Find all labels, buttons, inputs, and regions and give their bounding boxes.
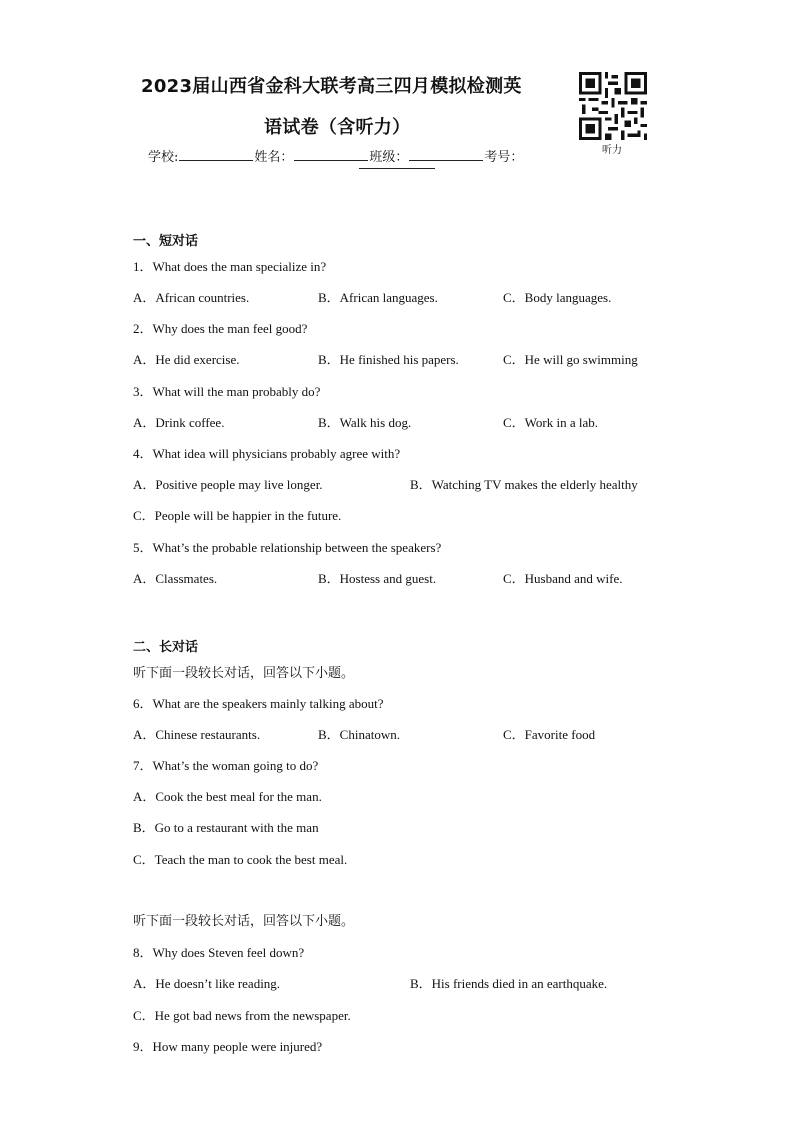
section-2-heading: 二、长对话 (133, 640, 199, 655)
long-dialogue-instruction-2: 听下面一段较长对话，回答以下小题。 (133, 914, 355, 929)
question-5-stem: 5．What’s the probable relationship between the speakers? (133, 540, 442, 555)
question-6-option-b: B．Chinatown. (318, 727, 400, 742)
question-7-option-c: C．Teach the man to cook the best meal. (133, 852, 348, 867)
school-label: 学校: (148, 150, 179, 165)
question-6-option-a: A．Chinese restaurants. (133, 727, 261, 742)
question-2-option-c: C．He will go swimming (503, 352, 638, 367)
question-5-option-a: A．Classmates. (133, 571, 218, 586)
question-4-option-b: B．Watching TV makes the elderly healthy (410, 477, 638, 492)
question-2-option-b: B．He finished his papers. (318, 352, 459, 367)
number-blank[interactable] (359, 168, 435, 169)
qr-caption: 听力 (602, 145, 622, 156)
class-blank[interactable] (409, 148, 483, 161)
question-7-option-a: A．Cook the best meal for the man. (133, 789, 322, 804)
question-4-stem: 4．What idea will physicians probably agree with? (133, 446, 401, 461)
section-1-heading: 一、短对话 (133, 234, 199, 249)
qr-code-icon (579, 72, 647, 140)
question-3-option-a: A．Drink coffee. (133, 415, 225, 430)
question-3-option-c: C．Work in a lab. (503, 415, 598, 430)
exam-title-line1: 2023届山西省金科大联考高三四月模拟检测英 (141, 76, 522, 97)
question-7-option-b: B．Go to a restaurant with the man (133, 820, 319, 835)
number-label: 考号： (484, 150, 524, 165)
class-label: 班级： (369, 150, 409, 165)
exam-title-line2: 语试卷（含听力） (264, 117, 411, 138)
question-2-option-a: A．He did exercise. (133, 352, 240, 367)
name-blank[interactable] (294, 148, 368, 161)
question-7-stem: 7．What’s the woman going to do? (133, 758, 319, 773)
question-9-stem: 9．How many people were injured? (133, 1039, 323, 1054)
question-1-stem: 1．What does the man specialize in? (133, 259, 327, 274)
question-8-option-a: A．He doesn’t like reading. (133, 976, 281, 991)
question-3-option-b: B．Walk his dog. (318, 415, 412, 430)
question-6-stem: 6．What are the speakers mainly talking about? (133, 696, 384, 711)
question-5-option-b: B．Hostess and guest. (318, 571, 437, 586)
question-8-option-b: B．His friends died in an earthquake. (410, 976, 608, 991)
question-4-option-c: C．People will be happier in the future. (133, 508, 342, 523)
name-label: 姓名： (254, 150, 294, 165)
question-8-option-c: C．He got bad news from the newspaper. (133, 1008, 351, 1023)
question-4-option-a: A．Positive people may live longer. (133, 477, 323, 492)
question-5-option-c: C．Husband and wife. (503, 571, 623, 586)
student-info-row (148, 146, 523, 165)
school-blank[interactable] (179, 148, 253, 161)
question-8-stem: 8．Why does Steven feel down? (133, 945, 305, 960)
question-1-option-b: B．African languages. (318, 290, 438, 305)
question-2-stem: 2．Why does the man feel good? (133, 321, 308, 336)
question-1-option-a: A．African countries. (133, 290, 250, 305)
question-3-stem: 3．What will the man probably do? (133, 384, 321, 399)
question-6-option-c: C．Favorite food (503, 727, 596, 742)
long-dialogue-instruction-1: 听下面一段较长对话，回答以下小题。 (133, 666, 355, 681)
question-1-option-c: C．Body languages. (503, 290, 612, 305)
